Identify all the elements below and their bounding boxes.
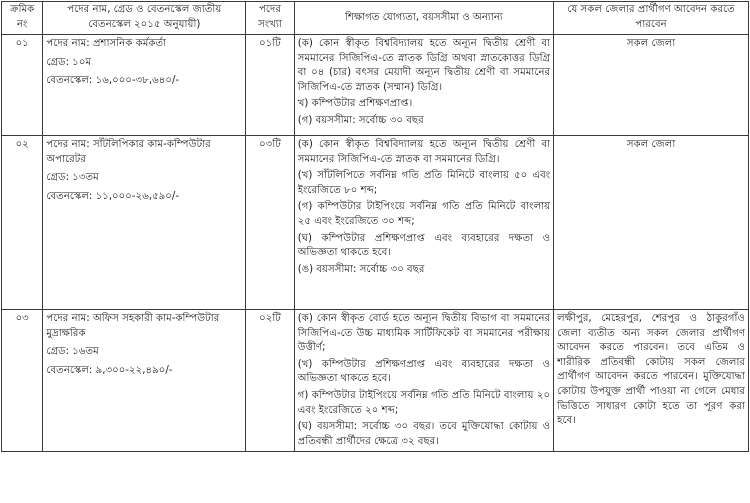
post-grade: গ্রেড: ১০ম — [46, 56, 92, 68]
header-count: পদের সংখ্যা — [246, 2, 294, 35]
qualification-item: (ক) কোন স্বীকৃত বিশ্ববিদ্যালয় হতে অন্যূন দ্বিতীয় শ্রেণী বা সমমানের সিজিপিএ-তে স্নাতক বা সমমানের ডিগ্রি। — [297, 139, 551, 165]
post-cell — [43, 310, 246, 452]
count-cell: ০৩টি — [246, 136, 294, 310]
post-name: পদের নাম: সাঁটলিপিকার কাম-কম্পিউটার অপারেটর — [46, 139, 211, 165]
post-cell — [43, 136, 246, 310]
post-name: পদের নাম: প্রশাসনিক কর্মকর্তা — [46, 38, 167, 49]
qualification-item: (গ) বয়সসীমা: সর্বোচ্চ ৩০ বছর — [297, 114, 424, 126]
count-cell: ০১টি — [246, 35, 294, 136]
table-header-row — [2, 2, 749, 35]
serial-cell: ০২ — [2, 136, 43, 310]
post-name: পদের নাম: অফিস সহকারী কাম-কম্পিউটার মুদ্রাক্ষরিক — [46, 313, 220, 339]
serial-cell: ০১ — [2, 35, 43, 136]
districts-cell: লক্ষীপুর, মেহেরপুর, শেরপুর ও ঠাকুরগাঁও জেলা ব্যতীত অন্য সকল জেলার প্রার্থীগণ আবেদন করতে পারবেন। তবে এতিম ও শারীরিক প্রতিবন্ধী কোটায় সকল জেলার প্রার্থীগণ আবেদন করতে পারবেন। মুক্তিযোদ্ধা কোটায় উপযুক্ত প্রার্থী পাওয়া না গেলে মেধার ভিত্তিতে সাধারণ কোটা হতে তা পূরণ করা হবে। — [554, 310, 749, 452]
post-pay-scale: বেতনস্কেল: ১১,০০০-২৬,৫৯০/- — [46, 190, 180, 202]
qualification-cell — [294, 310, 553, 452]
qualification-item: (ঘ) কম্পিউটার প্রশিক্ষণপ্রাপ্ত এবং ব্যবহারের দক্ষতা ও অভিজ্ঞতা থাকতে হবে। — [297, 232, 551, 259]
qualification-item: খ) কম্পিউটার প্রশিক্ষণপ্রাপ্ত। — [297, 98, 413, 110]
post-grade: গ্রেড: ১৩তম — [46, 172, 99, 184]
qualification-item: (খ) কম্পিউটার প্রশিক্ষণপ্রাপ্ত এবং ব্যবহারের দক্ষতা ও অভিজ্ঞতা থাকতে হবে। — [297, 358, 551, 385]
qualification-item: (ক) কোন স্বীকৃত বিশ্ববিদ্যালয় হতে অন্যূন দ্বিতীয় শ্রেণী বা সমমানের সিজিপিএ-তে স্নাতক ডিগ্রি অথবা স্নাতকোত্তর ডিগ্রি বা ০৪ (চার) বৎসর মেয়াদী অন্যূন দ্বিতীয় শ্রেণী বা সমমানের সিজিপিএ-তে স্নাতক (সম্মান) ডিগ্রি। — [297, 38, 551, 93]
qualification-item: (ক) কোন স্বীকৃত বোর্ড হতে অন্যূন দ্বিতীয় বিভাগ বা সমমানের সিজিপিএ-তে উচ্চ মাধ্যমিক সার্টিফিকেট বা সমমানের পরীক্ষায় উত্তীর্ণ; — [297, 313, 551, 354]
table-row — [2, 310, 749, 452]
count-cell: ০২টি — [246, 310, 294, 452]
table-row — [2, 35, 749, 136]
qualification-item: (গ) কম্পিউটার টাইপিংয়ে সর্বনিম্ন গতি প্রতি মিনিটে বাংলায় ২৫ এবং ইংরেজিতে ৩০ শব্দ; — [297, 201, 551, 227]
table-row — [2, 136, 749, 310]
districts-cell: সকল জেলা — [554, 136, 749, 310]
post-grade: গ্রেড: ১৬তম — [46, 346, 99, 358]
header-districts: যে সকল জেলার প্রার্থীগণ আবেদন করতে পারবেন — [554, 2, 749, 35]
post-cell — [43, 35, 246, 136]
header-qualification: শিক্ষাগত যোগ্যতা, বয়সসীমা ও অন্যান্য — [294, 2, 553, 35]
post-pay-scale: বেতনস্কেল: ১৬,০০০-৩৮,৬৪০/- — [46, 75, 180, 87]
recruitment-table — [1, 1, 749, 452]
qualification-item: (ঙ) বয়সসীমা: সর্বোচ্চ ৩০ বছর — [297, 263, 425, 275]
qualification-cell — [294, 136, 553, 310]
qualification-item: (ঘ) বয়সসীমা: সর্বোচ্চ ৩০ বছর। তবে মুক্তিযোদ্ধা কোটায় ও প্রতিবন্ধী প্রার্থীদের ক্ষেত্রে ৩২ বছর। — [297, 421, 551, 447]
header-post: পদের নাম, গ্রেড ও বেতনস্কেল জাতীয় বেতনস্কেল ২০১৫ অনুযায়ী) — [43, 2, 246, 35]
header-serial: ক্রমিক নং — [2, 2, 43, 35]
qualification-cell — [294, 35, 553, 136]
districts-cell: সকল জেলা — [554, 35, 749, 136]
serial-cell: ০৩ — [2, 310, 43, 452]
qualification-item: (খ) সাঁটলিপিতে সর্বনিম্ন গতি প্রতি মিনিটে বাংলায় ৫০ এবং ইংরেজিতে ৮০ শব্দ; — [297, 170, 551, 196]
post-pay-scale: বেতনস্কেল: ৯,৩০০-২২,৪৯০/- — [46, 364, 173, 376]
qualification-item: গ) কম্পিউটার টাইপিংয়ে সর্বনিম্ন গতি প্রতি মিনিটে বাংলায় ২০ এবং ইংরেজিতে ২০ শব্দ; — [297, 389, 551, 416]
